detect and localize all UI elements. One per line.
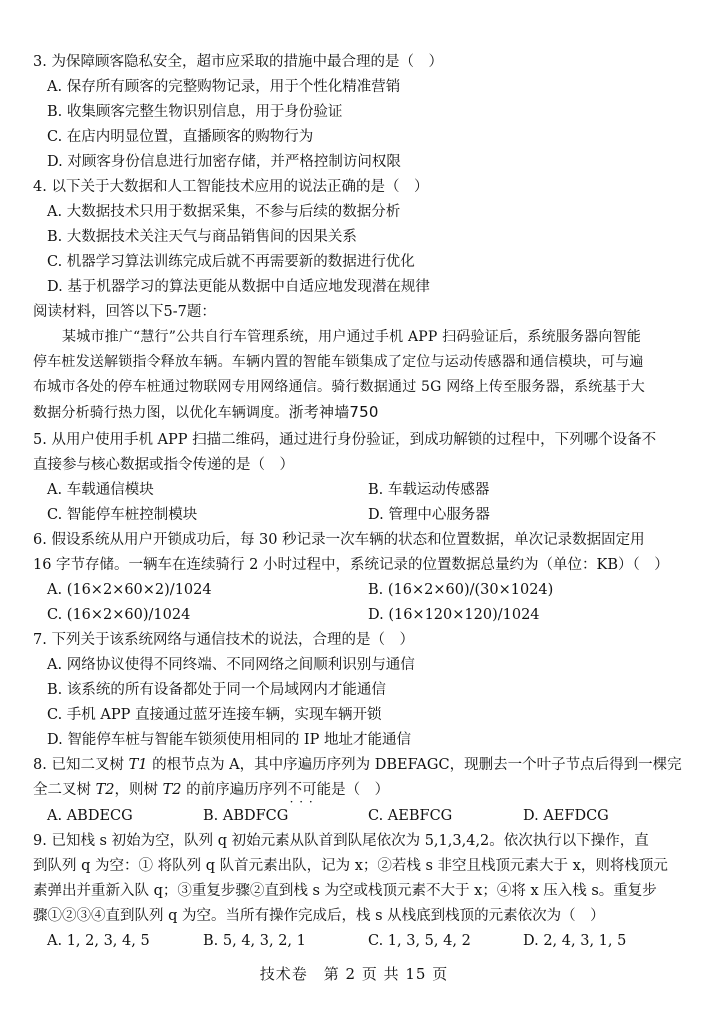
q8-stem-a2: 的根节点为 A，其中序遍历序列为 DBEFAGC，现删去一个叶子节点后得到一棵完 xyxy=(147,757,682,773)
q4-option-b: B. 大数据技术关注天气与商品销售间的因果关系 xyxy=(47,229,357,245)
page-footer: 技术卷 第 2 页 共 15 页 xyxy=(259,965,449,983)
q8-option-c: C. AEBFCG xyxy=(368,808,453,824)
reading-line-4-text: 数据分析骑行热力图，以优化车辆调度。 xyxy=(33,405,289,421)
q3-option-c: C. 在店内明显位置，直播顾客的购物行为 xyxy=(47,129,314,145)
reading-line-1: 某城市推广“慧行”公共自行车管理系统，用户通过手机 APP 扫码验证后，系统服务器向智能 xyxy=(62,329,641,345)
q5-stem-line-1: 5. 从用户使用手机 APP 扫描二维码，通过进行身份验证，到成功解锁的过程中，下列哪个设备不 xyxy=(33,432,657,448)
watermark-text: 浙考神墙750 xyxy=(288,403,379,421)
q8-option-b: B. ABDFCG xyxy=(203,808,289,824)
q8-tree-t2: T2 xyxy=(95,782,115,798)
q6-option-b: B. (16×2×60)/(30×1024) xyxy=(368,582,554,598)
q9-option-c: C. 1, 3, 5, 4, 2 xyxy=(368,933,471,949)
q4-option-c: C. 机器学习算法训练完成后就不再需要新的数据进行优化 xyxy=(47,254,415,270)
q3-option-a: A. 保存所有顾客的完整购物记录，用于个性化精准营销 xyxy=(47,79,401,95)
reading-line-2: 停车桩发送解锁指令释放车辆。车辆内置的智能车锁集成了定位与运动传感器和通信模块，可与遍 xyxy=(33,354,644,370)
q3-stem: 3. 为保障顾客隐私安全，超市应采取的措施中最合理的是（ ） xyxy=(33,54,443,70)
q8-emphasis-not-possible: 不可能 · · · xyxy=(288,780,332,800)
q4-stem: 4. 以下关于大数据和人工智能技术应用的说法正确的是（ ） xyxy=(33,179,429,195)
q7-option-d: D. 智能停车桩与智能车锁须使用相同的 IP 地址才能通信 xyxy=(47,732,412,748)
q8-stem-b4: 是（ ） xyxy=(331,782,390,798)
q8-tree-t2-again: T2 xyxy=(162,782,182,798)
q9-option-b: B. 5, 4, 3, 2, 1 xyxy=(203,933,306,949)
q7-option-c: C. 手机 APP 直接通过蓝牙连接车辆，实现车辆开锁 xyxy=(47,707,382,723)
q8-option-d: D. AEFDCG xyxy=(523,808,609,824)
q8-stem-b2: ，则树 xyxy=(114,782,163,798)
q9-stem-line-2: 到队列 q 为空：① 将队列 q 队首元素出队，记为 x；②若栈 s 非空且栈顶元素大于 x，则将栈顶元 xyxy=(33,858,668,874)
q8-stem-a1: 8. 已知二叉树 xyxy=(33,757,129,773)
q5-option-c: C. 智能停车桩控制模块 xyxy=(47,507,198,523)
q7-option-b: B. 该系统的所有设备都处于同一个局域网内才能通信 xyxy=(47,682,386,698)
q9-stem-line-4: 骤①②③④直到队列 q 为空。当所有操作完成后，栈 s 从栈底到栈顶的元素依次为（ ） xyxy=(33,908,605,924)
q8-option-a: A. ABDECG xyxy=(47,808,133,824)
q3-option-d: D. 对顾客身份信息进行加密存储，并严格控制访问权限 xyxy=(47,154,401,170)
q9-option-d: D. 2, 4, 3, 1, 5 xyxy=(523,933,627,949)
q4-option-d: D. 基于机器学习的算法更能从数据中自适应地发现潜在规律 xyxy=(47,279,430,295)
q8-tree-t1: T1 xyxy=(128,757,148,773)
q8-stem-line-1 xyxy=(0,755,708,775)
q5-option-d: D. 管理中心服务器 xyxy=(368,507,490,523)
q8-stem-b1: 全二叉树 xyxy=(33,782,96,798)
q6-option-d: D. (16×120×120)/1024 xyxy=(368,607,540,623)
q7-option-a: A. 网络协议使得不同终端、不同网络之间顺利识别与通信 xyxy=(47,657,415,673)
reading-line-3: 布城市各处的停车桩通过物联网专用网络通信。骑行数据通过 5G 网络上传至服务器，系统基于大 xyxy=(33,379,645,395)
q6-stem-line-2: 16 字节存储。一辆车在连续骑行 2 小时过程中，系统记录的位置数据总量约为（单位：KB）（ ） xyxy=(33,557,669,573)
q5-option-a: A. 车载通信模块 xyxy=(47,482,154,498)
q8-stem-line-2 xyxy=(0,780,708,800)
q5-stem-line-2: 直接参与核心数据或指令传递的是（ ） xyxy=(33,457,294,473)
q8-stem-b3: 的前序遍历序列 xyxy=(181,782,288,798)
reading-heading: 阅读材料，回答以下5-7题： xyxy=(33,304,216,320)
q5-option-b: B. 车载运动传感器 xyxy=(368,482,490,498)
q6-option-c: C. (16×2×60)/1024 xyxy=(47,607,191,623)
q9-stem-line-3: 素弹出并重新入队 q；③重复步骤②直到栈 s 为空或栈顶元素不大于 x；④将 x 压入栈 s。重复步 xyxy=(33,883,657,899)
q7-stem: 7. 下列关于该系统网络与通信技术的说法，合理的是（ ） xyxy=(33,632,414,648)
q6-stem-line-1: 6. 假设系统从用户开锁成功后，每 30 秒记录一次车辆的状态和位置数据，单次记录数据固定用 xyxy=(33,532,645,548)
reading-line-4 xyxy=(0,402,708,423)
q3-option-b: B. 收集顾客完整生物识别信息，用于身份验证 xyxy=(47,104,343,120)
q4-option-a: A. 大数据技术只用于数据采集，不参与后续的数据分析 xyxy=(47,204,401,220)
q9-option-a: A. 1, 2, 3, 4, 5 xyxy=(47,933,150,949)
q6-option-a: A. (16×2×60×2)/1024 xyxy=(47,582,212,598)
q9-stem-line-1: 9. 已知栈 s 初始为空，队列 q 初始元素从队首到队尾依次为 5,1,3,4,2。依次执行以下操作，直 xyxy=(33,833,649,849)
